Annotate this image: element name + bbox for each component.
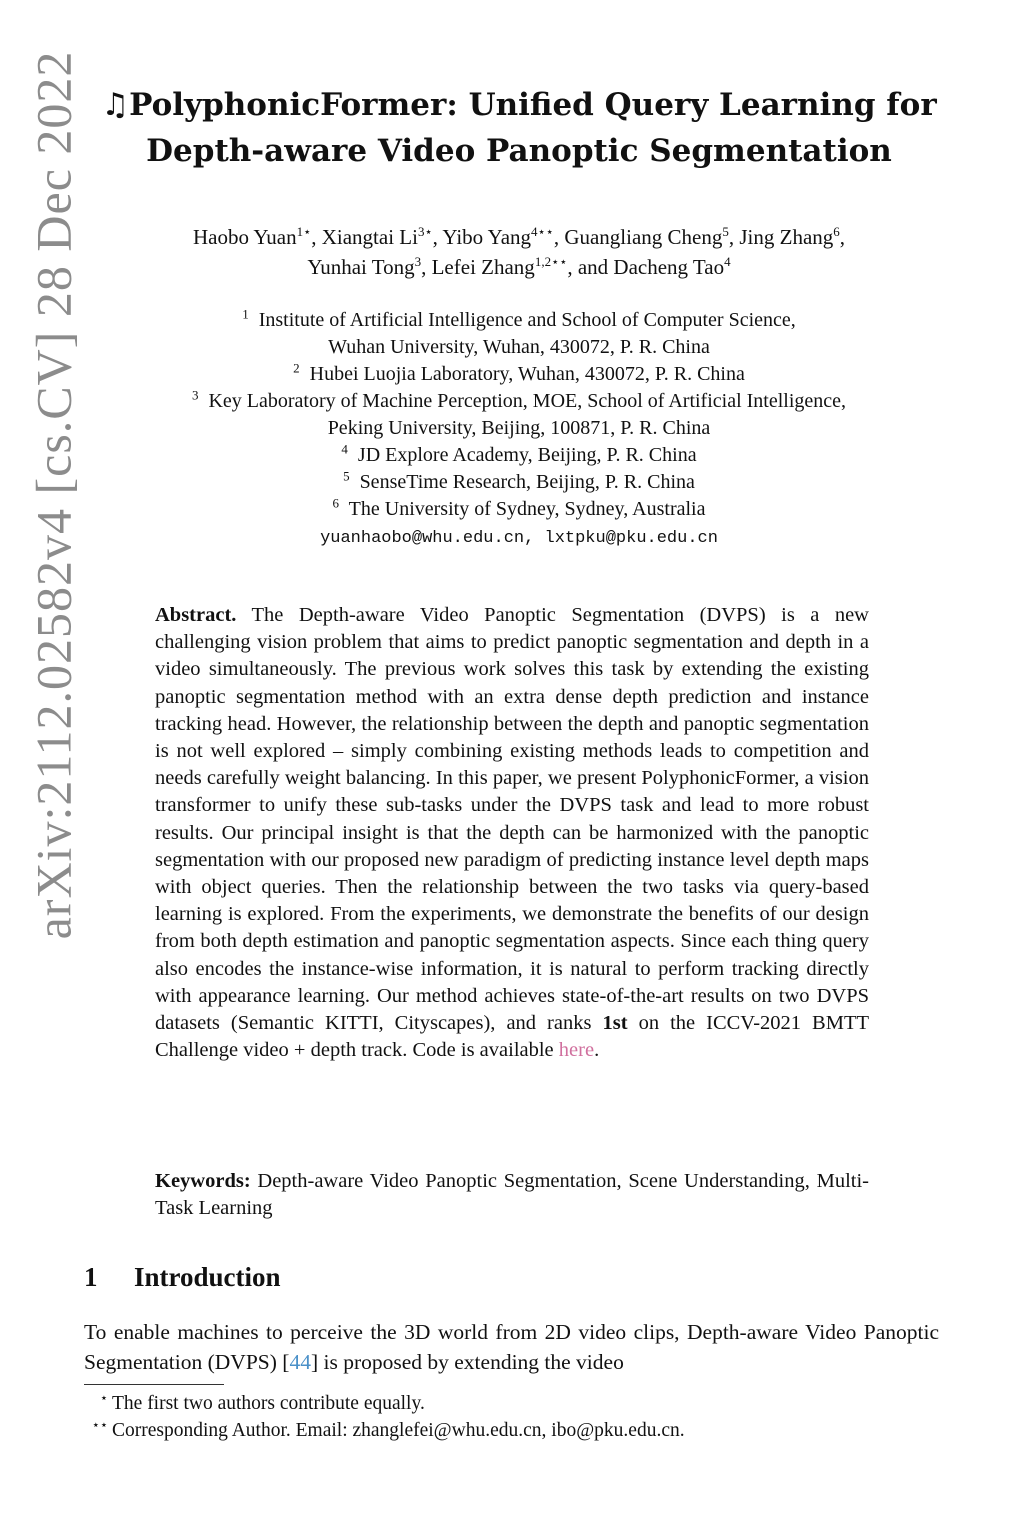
- author-mark: 3⋆: [417, 224, 433, 239]
- author: Yunhai Tong: [307, 255, 415, 279]
- affil-number: 2: [293, 360, 300, 376]
- author-list: Haobo Yuan$^{1⋆}$, Xiangtai $Li^{3⋆}$, Yibo Yang$^{4⋆⋆}$, Guangliang Cheng$^5$, Jing Zhang$^6$, Yunhai Tong$^3$, Lefei Zhang$^{1,2⋆⋆}$, and Dacheng Tao$^4$: [192, 224, 846, 279]
- affil-2: Hubei Luojia Laboratory, Wuhan, 430072, P. R. China: [309, 363, 745, 385]
- author: Guangliang Cheng: [564, 225, 723, 249]
- abstract-end: .: [594, 1039, 600, 1062]
- author: Xiangtai Li: [321, 225, 418, 249]
- author-mark: 6: [833, 224, 840, 239]
- author-mark: 1⋆: [296, 224, 312, 239]
- author: Haobo Yuan: [192, 225, 297, 249]
- keywords: [155, 1168, 869, 1222]
- abstract-rank: 1st: [602, 1012, 628, 1035]
- footnote-text: Corresponding Author. Email: zhanglefei@whu.edu.cn, ibo@pku.edu.cn.: [112, 1420, 685, 1441]
- author-mark: 3: [414, 254, 422, 269]
- affil-number: 3: [191, 387, 199, 403]
- citation-link[interactable]: 44: [289, 1350, 311, 1374]
- music-note-icon: ♫: [101, 87, 130, 123]
- affil-1-line-2: Wuhan University, Wuhan, 430072, P. R. China: [328, 336, 710, 358]
- affil-1-line-1: Institute of Artificial Intelligence and School of Computer Science,: [258, 309, 796, 331]
- author: Dacheng Tao: [613, 255, 725, 279]
- title-line-1: PolyphonicFormer: Unified Query Learning for: [129, 87, 937, 123]
- author: Jing Zhang: [739, 225, 834, 249]
- footnote-1: ⋆ The first two authors contribute equally.: [99, 1389, 425, 1414]
- keywords-text: Depth-aware Video Panoptic Segmentation, Scene Understanding, Multi-Task Learning: [155, 1170, 870, 1220]
- section-title: Introduction: [134, 1262, 281, 1292]
- abstract-text: The Depth-aware Video Panoptic Segmentation (DVPS) is a new challenging vision problem that aims to predict panoptic segmentation and depth in a video simultaneously. The previous work solves this task by extending the existing panoptic segmentation method with an extra dense depth prediction and instance tracking head. However, the relationship between the depth and panoptic segmentation is not well explored – simply combining existing methods leads to competition and needs carefully weight balancing. In this paper, we present PolyphonicFormer, a vision transformer to unify these sub-tasks under the DVPS task and lead to more robust results. Our principal insight is that the depth can be harmonized with the panoptic segmentation with our proposed new paradigm of predicting instance level depth maps with object queries. Then the relationship between the two tasks via query-based learning is explored. From the experiments, we demonstrate the benefits of our design from both depth estimation and panoptic segmentation aspects. Since each thing query also encodes the instance-wise information, it is natural to perform tracking directly with appearance learning. Our method achieves state-of-the-art results on two DVPS datasets (Semantic KITTI, Cityscapes), and ranks: [155, 604, 869, 1035]
- author: Yibo Yang: [442, 225, 532, 249]
- footnote-2: ⋆⋆ Corresponding Author. Email: zhanglefei@whu.edu.cn, ibo@pku.edu.cn.: [91, 1416, 685, 1441]
- footnote-rule: [84, 1384, 224, 1385]
- author-mark: 4: [724, 254, 731, 269]
- affil-number: 5: [343, 468, 350, 484]
- affil-5: SenseTime Research, Beijing, P. R. China: [359, 471, 695, 493]
- abstract-text-2: on the ICCV-2021 BMTT Challenge video + depth track. Code is available: [155, 1012, 870, 1062]
- affil-number: 4: [341, 441, 348, 457]
- code-link[interactable]: here: [558, 1039, 595, 1062]
- abstract: [155, 602, 869, 1064]
- section-heading: [84, 1262, 954, 1293]
- affil-3-line-2: Peking University, Beijing, 100871, P. R. China: [327, 417, 711, 439]
- intro-text-2: ] is proposed by extending the video: [310, 1350, 624, 1374]
- author-mark: 5: [722, 224, 729, 239]
- author-mark: 4⋆⋆: [531, 224, 554, 239]
- arxiv-id: arXiv:2112.02582v4 [cs.CV] 28 Dec 2022: [25, 50, 81, 940]
- section-number: 1: [84, 1262, 98, 1292]
- affil-number: 6: [332, 495, 340, 511]
- author-mark: 1,2⋆⋆: [534, 254, 568, 269]
- footnotes: [84, 1390, 954, 1444]
- affiliations: [84, 307, 954, 552]
- affil-number: 1: [242, 306, 249, 322]
- affil-4: JD Explore Academy, Beijing, P. R. China: [357, 444, 697, 466]
- paper-title: [84, 82, 954, 174]
- keywords-label: Keywords:: [155, 1170, 251, 1192]
- author-emails: yuanhaobo@whu.edu.cn, lxtpku@pku.edu.cn: [320, 529, 718, 548]
- abstract-label: Abstract.: [155, 604, 237, 626]
- affil-6: The University of Sydney, Sydney, Australia: [348, 498, 706, 520]
- affil-3-line-1: Key Laboratory of Machine Perception, MOE, School of Artificial Intelligence,: [208, 390, 847, 412]
- author: Lefei Zhang: [431, 255, 535, 279]
- footnote-text: The first two authors contribute equally.: [112, 1393, 425, 1414]
- intro-paragraph: [84, 1317, 939, 1377]
- title-line-2: Depth-aware Video Panoptic Segmentation: [146, 133, 892, 169]
- intro-text: To enable machines to perceive the 3D world from 2D video clips, Depth-aware Video Panoptic Segmentation (DVPS) [: [84, 1320, 939, 1374]
